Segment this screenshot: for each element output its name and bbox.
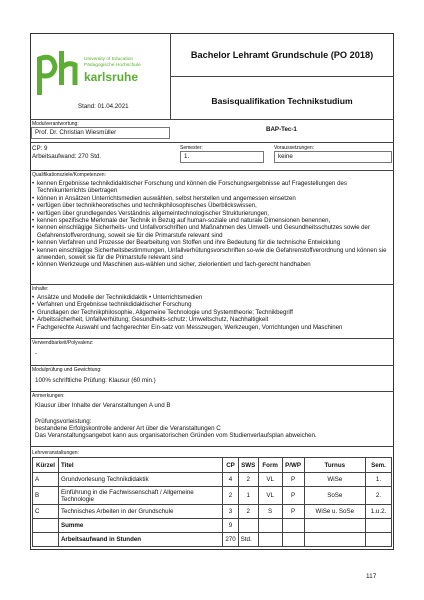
cell: 2 [223, 487, 238, 505]
workload-unit: Std. [238, 533, 258, 547]
col-header: SWS [238, 458, 258, 473]
cell: 3 [223, 505, 238, 519]
cell: Einführung in die Fachwissenschaft / Allgemeine Technologie [58, 487, 222, 505]
notes-line: Das Veranstaltungsangebot kann aus organisatorischen Gründen vom Studienverlaufsplan abweichen. [35, 432, 317, 439]
col-header: Turnus [304, 458, 365, 473]
usage-label: Verwendbarkeit/Polyvalenz: [32, 340, 94, 346]
logo-text-line2: Pädagogische Hochschule [84, 63, 141, 68]
notes-label: Anmerkungen: [32, 393, 65, 399]
content-label: Inhalte: [32, 286, 49, 292]
content-list [32, 294, 390, 331]
cell: VL [258, 473, 282, 487]
col-header: Titel [58, 458, 222, 473]
sum-label: Summe [58, 519, 222, 533]
cell: VL [258, 487, 282, 505]
cell: B [33, 487, 59, 505]
goal-item: • kennen Verfahren und Prozesse der Bearbeitung von Stoffen und ihre Bedeutung für die technische Entwicklung [32, 239, 390, 246]
prereq-value: keine [278, 153, 293, 160]
notes-line: bestandene Erfolgskontrolle anderer Art über die Veranstaltungen C [35, 425, 221, 432]
cell: S [258, 505, 282, 519]
notes-line: Klausur über Inhalte der Veranstaltungen A und B [35, 402, 171, 409]
goals-label: Qualifikationsziele/Kompetenzen: [32, 172, 106, 178]
col-header: Kürzel [33, 458, 59, 473]
responsible-value: Prof. Dr. Christian Wiesmüller [35, 129, 117, 136]
goal-item: • kennen Ergebnisse technikdidaktischer Forschung und können die Forschungsergebnisse auf Fragestellungen des Technikunterrichts übertragen [32, 180, 390, 195]
program-title: Bachelor Lehramt Grundschule (PO 2018) [190, 50, 374, 60]
cell: 4 [223, 473, 238, 487]
goal-item: • kennen spezifische Merkmale der Technik in Bezug auf human-soziale und naturale Dimensionen benennen, [32, 217, 390, 224]
module-title: Basisqualifikation Technikstudium [211, 96, 353, 106]
workload-label: Arbeitsaufwand in Stunden [58, 533, 222, 547]
goal-item: • verfügen über grundlegendes Verständnis allgemeintechnologischer Strukturierungen, [32, 210, 390, 217]
page-number: 117 [366, 573, 377, 580]
col-header: P/WP [282, 458, 304, 473]
cp-value: CP: 9 [32, 145, 48, 152]
table-row [33, 487, 392, 505]
university-logo [35, 49, 83, 97]
workload-value: Arbeitsaufwand: 270 Std. [32, 153, 102, 160]
module-code: BAP-Tec-1 [266, 126, 297, 133]
table-row [33, 505, 392, 519]
workload-row [33, 533, 392, 547]
content-item: • Fachgerechte Auswahl und fachgerechter Ein-satz von Messzeugen, Werkzeugen, Vorrichtungen und Maschinen [32, 324, 390, 331]
goal-item: • verfügen über technikheoretisches und technikphilosophisches Überblickswissen, [32, 202, 390, 209]
exam-value: 100% schriftliche Prüfung: Klausur (60 min.) [35, 377, 156, 384]
col-header: Form [258, 458, 282, 473]
goals-list [32, 180, 390, 269]
cell: 2. [366, 487, 392, 505]
cell: A [33, 473, 59, 487]
prereq-label: Voraussetzungen: [274, 145, 315, 151]
courses-label: Lehrveranstaltungen: [32, 450, 79, 456]
cell: 2 [238, 505, 258, 519]
cell: P [282, 487, 304, 505]
semester-value: 1. [184, 153, 190, 160]
table-header-row [33, 458, 392, 473]
table-row [33, 473, 392, 487]
col-header: CP [223, 458, 238, 473]
workload-hours: 270 [223, 533, 238, 547]
cell: C [33, 505, 59, 519]
cell: Grundvorlesung Technikdidaktik [58, 473, 222, 487]
goal-item: • können Werkzeuge und Maschinen aus-wählen und sicher, zielorientiert und fach-gerecht handhaben [32, 261, 390, 268]
cell: 1 [238, 487, 258, 505]
content-item: • Ansätze und Modelle der Technikdidaktik • Unterrichtsmedien [32, 294, 390, 301]
courses-table [32, 457, 392, 547]
goal-item: • kennen einschlägige Sicherheits- und Unfallvorschriften und Maßnahmen des Umwelt- und Gesundheitsschutzes sowie der Gefahrenstoffverordnung, soweit sie für die Primarstufe relevant sind [32, 224, 390, 239]
cell: 1.u.2. [366, 505, 392, 519]
cell: WiSe [304, 473, 365, 487]
usage-value: - [35, 350, 38, 357]
cell: Technisches Arbeiten in der Grundschule [58, 505, 222, 519]
sum-cp: 9 [223, 519, 238, 533]
logo-text-line1: University of Education [84, 57, 134, 62]
cell: 2 [238, 473, 258, 487]
sum-row [33, 519, 392, 533]
content-item: • Verfahren und Ergebnisse technikdidaktischer Forschung [32, 301, 390, 308]
goal-item: • können in Ansätzen Unterrichtsmedien auswählen, selbst herstellen und angemessen einsetzen [32, 195, 390, 202]
cell: WiSe u. SoSe [304, 505, 365, 519]
cell: P [282, 505, 304, 519]
semester-label: Semester: [180, 145, 203, 151]
goal-item: • kennen einschlägige Sicherheitsbestimmungen, Unfallverhütungsvorschriften so-wie die Gefahrenstoffverordnung und können sie anwenden, soweit sie für die Primarstufe relevant sind [32, 247, 390, 262]
col-header: Sem. [366, 458, 392, 473]
cell: SoSe [304, 487, 365, 505]
responsible-label: Modulverantwortung: [32, 121, 79, 127]
content-item: • Arbeitssicherheit, Unfallverhütung; Gesundheits-schutz; Umweltschutz, Nachhaltigkeit [32, 316, 390, 323]
notes-line: Prüfungsvorleistung: [35, 418, 92, 425]
logo-city: karlsruhe [84, 70, 139, 84]
exam-label: Modulprüfung und Gewichtung: [32, 367, 102, 373]
cell: P [282, 473, 304, 487]
content-item: • Grundlagen der Technikphilosophie, Allgemeine Technologie und Systemtheorie; Technikbegriff [32, 309, 390, 316]
stand-date: Stand: 01.04.2021 [78, 103, 129, 110]
cell: 1. [366, 473, 392, 487]
